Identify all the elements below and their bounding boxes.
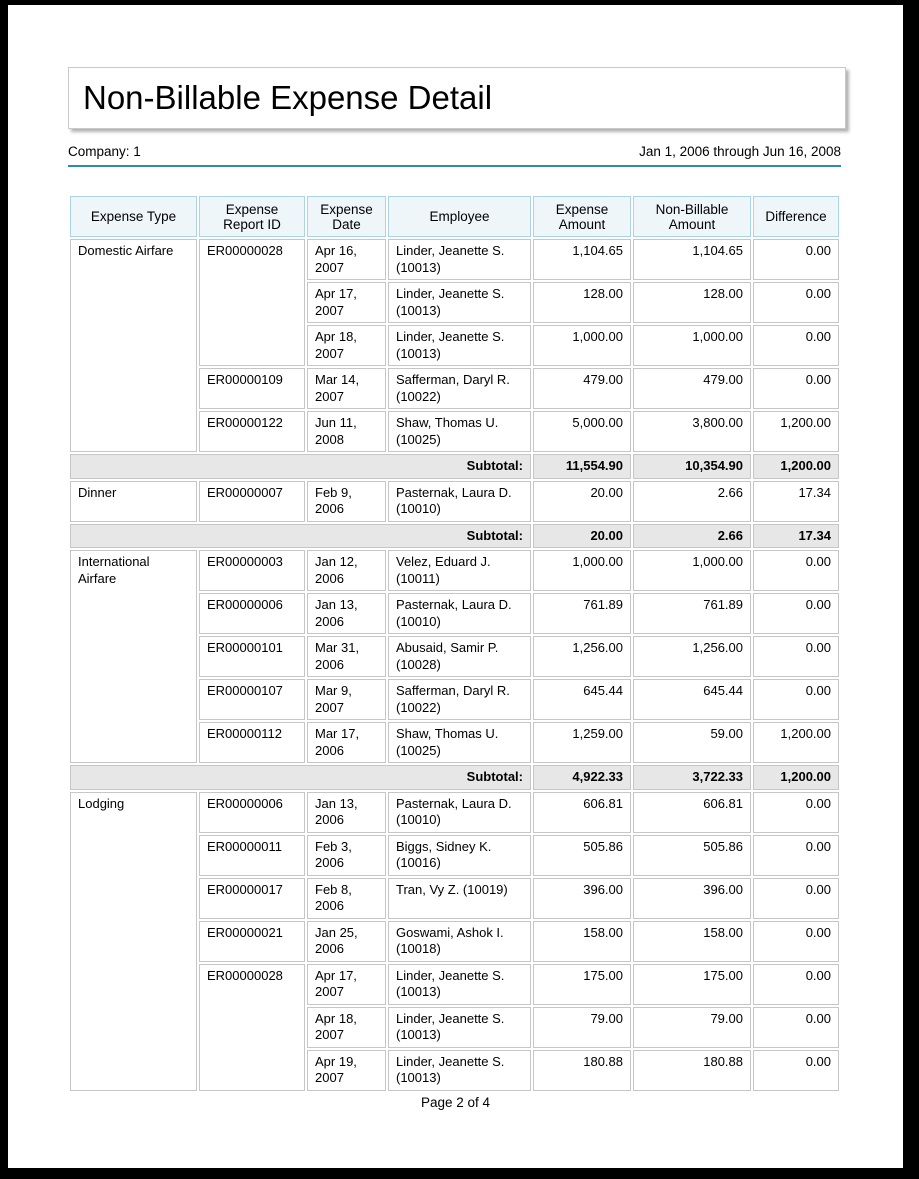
cell-expense-amount: 1,104.65 bbox=[533, 239, 631, 280]
cell-difference: 0.00 bbox=[753, 239, 839, 280]
cell-expense-amount: 158.00 bbox=[533, 921, 631, 962]
cell-non-billable-amount: 128.00 bbox=[633, 282, 751, 323]
cell-expense-date: Jan 12, 2006 bbox=[307, 550, 386, 591]
cell-expense-date: Mar 17, 2006 bbox=[307, 722, 386, 763]
cell-expense-amount: 20.00 bbox=[533, 481, 631, 522]
subtotal-expense-amount: 11,554.90 bbox=[533, 454, 631, 479]
subtotal-non-billable-amount: 10,354.90 bbox=[633, 454, 751, 479]
cell-difference: 1,200.00 bbox=[753, 411, 839, 452]
cell-difference: 0.00 bbox=[753, 593, 839, 634]
cell-expense-date: Jan 13, 2006 bbox=[307, 792, 386, 833]
cell-non-billable-amount: 1,000.00 bbox=[633, 550, 751, 591]
table-row bbox=[70, 481, 839, 522]
cell-difference: 0.00 bbox=[753, 792, 839, 833]
cell-expense-amount: 1,000.00 bbox=[533, 325, 631, 366]
cell-employee: Pasternak, Laura D. (10010) bbox=[388, 593, 531, 634]
cell-expense-type: International Airfare bbox=[70, 550, 197, 763]
cell-expense-amount: 175.00 bbox=[533, 964, 631, 1005]
page-title: Non-Billable Expense Detail bbox=[83, 79, 493, 116]
cell-difference: 0.00 bbox=[753, 921, 839, 962]
company-label: Company: 1 bbox=[68, 144, 141, 159]
cell-expense-date: Feb 9, 2006 bbox=[307, 481, 386, 522]
column-header-expense-report-id: Expense Report ID bbox=[199, 196, 305, 237]
cell-non-billable-amount: 59.00 bbox=[633, 722, 751, 763]
cell-difference: 0.00 bbox=[753, 679, 839, 720]
cell-difference: 1,200.00 bbox=[753, 722, 839, 763]
cell-expense-date: Apr 19, 2007 bbox=[307, 1050, 386, 1091]
cell-expense-amount: 761.89 bbox=[533, 593, 631, 634]
cell-report-id: ER00000028 bbox=[199, 239, 305, 366]
cell-non-billable-amount: 158.00 bbox=[633, 921, 751, 962]
cell-expense-date: Jan 13, 2006 bbox=[307, 593, 386, 634]
cell-non-billable-amount: 479.00 bbox=[633, 368, 751, 409]
cell-report-id: ER00000112 bbox=[199, 722, 305, 763]
cell-employee: Biggs, Sidney K. (10016) bbox=[388, 835, 531, 876]
cell-report-id: ER00000101 bbox=[199, 636, 305, 677]
cell-expense-date: Mar 14, 2007 bbox=[307, 368, 386, 409]
expense-table bbox=[68, 194, 841, 1093]
cell-report-id: ER00000109 bbox=[199, 368, 305, 409]
cell-non-billable-amount: 505.86 bbox=[633, 835, 751, 876]
subtotal-expense-amount: 20.00 bbox=[533, 524, 631, 549]
cell-non-billable-amount: 175.00 bbox=[633, 964, 751, 1005]
header-row bbox=[70, 196, 839, 237]
subtotal-difference: 1,200.00 bbox=[753, 765, 839, 790]
cell-employee: Linder, Jeanette S. (10013) bbox=[388, 1050, 531, 1091]
cell-expense-amount: 606.81 bbox=[533, 792, 631, 833]
column-header-expense-type: Expense Type bbox=[70, 196, 197, 237]
cell-difference: 0.00 bbox=[753, 835, 839, 876]
cell-non-billable-amount: 1,256.00 bbox=[633, 636, 751, 677]
cell-expense-date: Jun 11, 2008 bbox=[307, 411, 386, 452]
cell-report-id: ER00000011 bbox=[199, 835, 305, 876]
cell-non-billable-amount: 79.00 bbox=[633, 1007, 751, 1048]
cell-employee: Linder, Jeanette S. (10013) bbox=[388, 1007, 531, 1048]
cell-employee: Pasternak, Laura D. (10010) bbox=[388, 792, 531, 833]
subtotal-row bbox=[70, 765, 839, 790]
cell-non-billable-amount: 606.81 bbox=[633, 792, 751, 833]
cell-expense-date: Jan 25, 2006 bbox=[307, 921, 386, 962]
cell-employee: Linder, Jeanette S. (10013) bbox=[388, 239, 531, 280]
cell-report-id: ER00000007 bbox=[199, 481, 305, 522]
cell-expense-amount: 180.88 bbox=[533, 1050, 631, 1091]
cell-difference: 0.00 bbox=[753, 964, 839, 1005]
cell-expense-amount: 1,000.00 bbox=[533, 550, 631, 591]
cell-report-id: ER00000107 bbox=[199, 679, 305, 720]
cell-report-id: ER00000017 bbox=[199, 878, 305, 919]
subtotal-label: Subtotal: bbox=[70, 765, 531, 790]
cell-difference: 0.00 bbox=[753, 282, 839, 323]
cell-expense-date: Mar 31, 2006 bbox=[307, 636, 386, 677]
report-page bbox=[8, 5, 903, 1168]
column-header-expense-date: Expense Date bbox=[307, 196, 386, 237]
cell-report-id: ER00000122 bbox=[199, 411, 305, 452]
cell-employee: Shaw, Thomas U. (10025) bbox=[388, 722, 531, 763]
cell-employee: Goswami, Ashok I. (10018) bbox=[388, 921, 531, 962]
column-header-expense-amount: Expense Amount bbox=[533, 196, 631, 237]
cell-expense-date: Apr 18, 2007 bbox=[307, 325, 386, 366]
cell-non-billable-amount: 1,000.00 bbox=[633, 325, 751, 366]
date-range: Jan 1, 2006 through Jun 16, 2008 bbox=[639, 144, 841, 159]
cell-expense-amount: 396.00 bbox=[533, 878, 631, 919]
cell-report-id: ER00000006 bbox=[199, 593, 305, 634]
cell-difference: 0.00 bbox=[753, 368, 839, 409]
table-row bbox=[70, 792, 839, 833]
cell-expense-date: Feb 3, 2006 bbox=[307, 835, 386, 876]
column-header-non-billable-amount: Non-Billable Amount bbox=[633, 196, 751, 237]
cell-expense-date: Apr 18, 2007 bbox=[307, 1007, 386, 1048]
cell-expense-date: Apr 17, 2007 bbox=[307, 282, 386, 323]
cell-expense-type: Domestic Airfare bbox=[70, 239, 197, 452]
cell-non-billable-amount: 2.66 bbox=[633, 481, 751, 522]
table-row bbox=[70, 550, 839, 591]
cell-report-id: ER00000006 bbox=[199, 792, 305, 833]
cell-expense-amount: 5,000.00 bbox=[533, 411, 631, 452]
cell-expense-amount: 505.86 bbox=[533, 835, 631, 876]
report-title-box bbox=[68, 67, 846, 129]
subtotal-label: Subtotal: bbox=[70, 524, 531, 549]
cell-difference: 0.00 bbox=[753, 1007, 839, 1048]
cell-report-id: ER00000003 bbox=[199, 550, 305, 591]
cell-non-billable-amount: 645.44 bbox=[633, 679, 751, 720]
table-row bbox=[70, 239, 839, 280]
cell-difference: 0.00 bbox=[753, 636, 839, 677]
cell-employee: Linder, Jeanette S. (10013) bbox=[388, 282, 531, 323]
column-header-employee: Employee bbox=[388, 196, 531, 237]
subtotal-expense-amount: 4,922.33 bbox=[533, 765, 631, 790]
cell-employee: Velez, Eduard J. (10011) bbox=[388, 550, 531, 591]
subtotal-row bbox=[70, 524, 839, 549]
subtotal-non-billable-amount: 2.66 bbox=[633, 524, 751, 549]
page-number: Page 2 of 4 bbox=[420, 1095, 491, 1110]
cell-non-billable-amount: 1,104.65 bbox=[633, 239, 751, 280]
cell-employee: Abusaid, Samir P. (10028) bbox=[388, 636, 531, 677]
cell-employee: Safferman, Daryl R. (10022) bbox=[388, 368, 531, 409]
cell-expense-amount: 1,256.00 bbox=[533, 636, 631, 677]
cell-employee: Linder, Jeanette S. (10013) bbox=[388, 325, 531, 366]
subtotal-label: Subtotal: bbox=[70, 454, 531, 479]
cell-non-billable-amount: 396.00 bbox=[633, 878, 751, 919]
cell-employee: Safferman, Daryl R. (10022) bbox=[388, 679, 531, 720]
cell-expense-type: Lodging bbox=[70, 792, 197, 1091]
cell-difference: 17.34 bbox=[753, 481, 839, 522]
cell-difference: 0.00 bbox=[753, 1050, 839, 1091]
subtotal-row bbox=[70, 454, 839, 479]
cell-expense-amount: 645.44 bbox=[533, 679, 631, 720]
cell-expense-date: Mar 9, 2007 bbox=[307, 679, 386, 720]
cell-employee: Linder, Jeanette S. (10013) bbox=[388, 964, 531, 1005]
cell-expense-amount: 79.00 bbox=[533, 1007, 631, 1048]
cell-expense-date: Apr 17, 2007 bbox=[307, 964, 386, 1005]
column-header-difference: Difference bbox=[753, 196, 839, 237]
cell-expense-amount: 128.00 bbox=[533, 282, 631, 323]
subtotal-difference: 1,200.00 bbox=[753, 454, 839, 479]
expense-table-container bbox=[68, 194, 841, 1093]
cell-expense-date: Feb 8, 2006 bbox=[307, 878, 386, 919]
report-meta-row bbox=[68, 144, 841, 167]
cell-employee: Shaw, Thomas U. (10025) bbox=[388, 411, 531, 452]
cell-difference: 0.00 bbox=[753, 878, 839, 919]
cell-non-billable-amount: 761.89 bbox=[633, 593, 751, 634]
cell-difference: 0.00 bbox=[753, 325, 839, 366]
cell-employee: Tran, Vy Z. (10019) bbox=[388, 878, 531, 919]
subtotal-non-billable-amount: 3,722.33 bbox=[633, 765, 751, 790]
cell-report-id: ER00000028 bbox=[199, 964, 305, 1091]
cell-expense-amount: 479.00 bbox=[533, 368, 631, 409]
subtotal-difference: 17.34 bbox=[753, 524, 839, 549]
cell-expense-type: Dinner bbox=[70, 481, 197, 522]
cell-non-billable-amount: 180.88 bbox=[633, 1050, 751, 1091]
cell-expense-amount: 1,259.00 bbox=[533, 722, 631, 763]
cell-report-id: ER00000021 bbox=[199, 921, 305, 962]
cell-expense-date: Apr 16, 2007 bbox=[307, 239, 386, 280]
cell-employee: Pasternak, Laura D. (10010) bbox=[388, 481, 531, 522]
cell-difference: 0.00 bbox=[753, 550, 839, 591]
cell-non-billable-amount: 3,800.00 bbox=[633, 411, 751, 452]
